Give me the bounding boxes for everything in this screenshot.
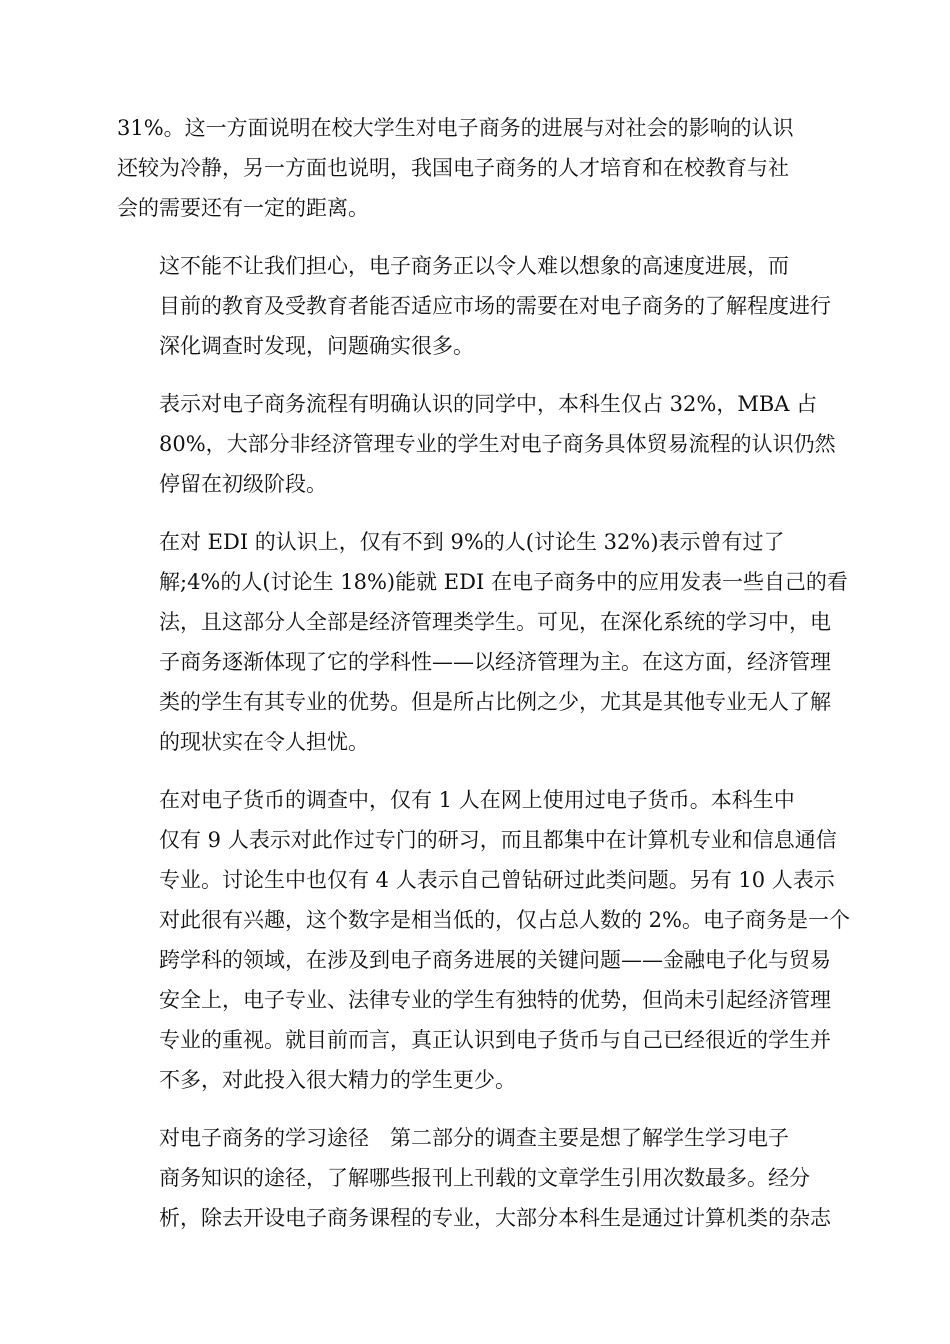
text-line: 80%，大部分非经济管理专业的学生对电子商务具体贸易流程的认识仍然 — [159, 432, 836, 456]
text-line: 类的学生有其专业的优势。但是所占比例之少，尤其是其他专业无人了解 — [159, 690, 831, 714]
text-line: 31%。这一方面说明在校大学生对电子商务的进展与对社会的影响的认识 — [117, 116, 794, 140]
paragraph-5 — [117, 780, 850, 1100]
paragraph-2 — [117, 246, 833, 366]
text-line: 对电子商务的学习途径 第二部分的调查主要是想了解学生学习电子 — [159, 1126, 789, 1150]
text-line: 深化调查时发现，问题确实很多。 — [159, 334, 474, 358]
paragraph-1 — [117, 108, 833, 228]
paragraph-3 — [117, 384, 836, 504]
text-line: 这不能不让我们担心，电子商务正以令人难以想象的高速度进展，而 — [159, 254, 789, 278]
document-body — [117, 108, 850, 1256]
text-line: 的现状实在令人担忧。 — [159, 730, 369, 754]
text-line: 商务知识的途径，了解哪些报刊上刊载的文章学生引用次数最多。经分 — [159, 1166, 810, 1190]
text-line: 不多，对此投入很大精力的学生更少。 — [159, 1068, 516, 1092]
text-line: 表示对电子商务流程有明确认识的同学中，本科生仅占 32%，MBA 占 — [159, 392, 818, 416]
text-line: 目前的教育及受教育者能否适应市场的需要在对电子商务的了解程度进行 — [159, 294, 831, 318]
text-line: 仅有 9 人表示对此作过专门的研习，而且都集中在计算机专业和信息通信 — [159, 828, 837, 852]
text-line: 安全上，电子专业、法律专业的学生有独特的优势，但尚未引起经济管理 — [159, 988, 831, 1012]
text-line: 子商务逐渐体现了它的学科性——以经济管理为主。在这方面，经济管理 — [159, 650, 831, 674]
text-line: 会的需要还有一定的距离。 — [117, 196, 369, 220]
text-line: 停留在初级阶段。 — [159, 472, 327, 496]
text-line: 在对电子货币的调查中，仅有 1 人在网上使用过电子货币。本科生中 — [159, 788, 795, 812]
text-line: 还较为冷静，另一方面也说明，我国电子商务的人才培育和在校教育与社 — [117, 156, 789, 180]
text-line: 在对 EDI 的认识上，仅有不到 9%的人(讨论生 32%)表示曾有过了 — [159, 530, 785, 554]
text-line: 跨学科的领域，在涉及到电子商务进展的关键问题——金融电子化与贸易 — [159, 948, 831, 972]
text-line: 专业。讨论生中也仅有 4 人表示自己曾钻研过此类问题。另有 10 人表示 — [159, 868, 835, 892]
text-line: 法，且这部分人全部是经济管理类学生。可见，在深化系统的学习中，电 — [159, 610, 831, 634]
paragraph-6 — [117, 1118, 833, 1238]
text-line: 析，除去开设电子商务课程的专业，大部分本科生是通过计算机类的杂志 — [159, 1206, 831, 1230]
text-line: 专业的重视。就目前而言，真正认识到电子货币与自己已经很近的学生并 — [159, 1028, 831, 1052]
text-line: 对此很有兴趣，这个数字是相当低的，仅占总人数的 2%。电子商务是一个 — [159, 908, 850, 932]
paragraph-4 — [117, 522, 848, 762]
text-line: 解;4%的人(讨论生 18%)能就 EDI 在电子商务中的应用发表一些自己的看 — [159, 570, 848, 594]
